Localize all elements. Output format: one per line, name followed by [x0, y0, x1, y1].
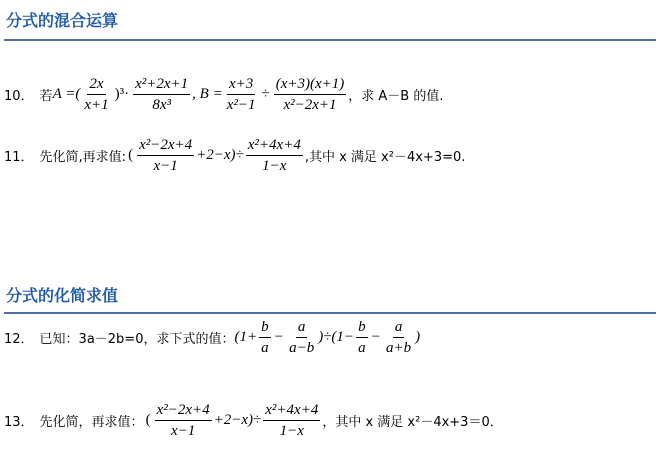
fraction — [246, 136, 303, 175]
fraction — [155, 401, 212, 440]
fraction-denominator: 1−x — [262, 158, 287, 174]
fraction-numerator: x²+4x+4 — [246, 136, 303, 156]
section-divider — [4, 312, 656, 314]
problem-tail: ,其中 x 满足 x²－4x+3=0. — [304, 150, 466, 165]
fraction-denominator: x²−2x+1 — [283, 97, 337, 113]
fraction-denominator: a — [358, 340, 366, 356]
operator: − — [371, 329, 381, 345]
fraction-numerator: 2x — [87, 75, 105, 95]
section-divider — [4, 39, 656, 41]
fraction-numerator: x²+2x+1 — [133, 75, 190, 95]
math-expression: +2−x)÷ — [196, 147, 244, 163]
math-expression: (1+ — [234, 329, 258, 345]
math-expression: A =( — [52, 86, 81, 102]
fraction-denominator: 1−x — [279, 423, 304, 439]
fraction-numerator: b — [356, 318, 368, 338]
problem-11 — [4, 136, 465, 175]
fraction — [259, 318, 271, 357]
fraction — [263, 401, 320, 440]
fraction-numerator: x²+4x+4 — [263, 401, 320, 421]
section-title-simplify-evaluate: 分式的化简求值 — [6, 286, 119, 305]
math-expression: +2−x)÷ — [213, 412, 262, 428]
fraction-denominator: a−b — [289, 340, 315, 356]
operator: ( — [128, 147, 134, 163]
fraction — [356, 318, 368, 357]
fraction — [287, 318, 316, 357]
fraction-numerator: b — [259, 318, 271, 338]
fraction-numerator: a — [296, 318, 308, 338]
fraction-numerator: x+3 — [227, 75, 255, 95]
problem-intro: 先化简,再求值: — [39, 150, 127, 165]
fraction — [133, 75, 190, 114]
problem-number: 13． — [4, 415, 34, 430]
fraction — [225, 75, 258, 114]
fraction — [137, 136, 194, 175]
problem-number: 11． — [4, 150, 34, 165]
problem-tail: ，其中 x 满足 x²－4x+3＝0． — [322, 415, 503, 430]
operator: ( — [145, 412, 151, 428]
fraction-denominator: x²−1 — [226, 97, 256, 113]
problem-tail: ，求 A－B 的值. — [348, 89, 444, 104]
fraction — [384, 318, 413, 357]
fraction-denominator: a+b — [386, 340, 412, 356]
problem-intro: 若 — [39, 89, 53, 104]
math-expression: , B = — [192, 86, 223, 102]
math-expression: )÷(1− — [318, 329, 355, 345]
operator: − — [274, 329, 284, 345]
section-title-mixed-operations: 分式的混合运算 — [6, 11, 119, 30]
fraction-denominator: x+1 — [84, 97, 109, 113]
fraction-numerator: x²−2x+4 — [137, 136, 194, 156]
problem-10 — [4, 75, 444, 114]
problem-intro: 已知：3a－2b=0，求下式的值： — [39, 332, 235, 347]
fraction-numerator: (x+3)(x+1) — [274, 75, 347, 95]
problem-number: 12． — [4, 332, 34, 347]
operator: ÷ — [261, 86, 270, 102]
fraction — [274, 75, 347, 114]
problem-13 — [4, 401, 503, 440]
fraction-denominator: a — [261, 340, 269, 356]
problem-number: 10． — [4, 89, 34, 104]
fraction-denominator: x−1 — [153, 158, 178, 174]
fraction-denominator: 8x³ — [152, 97, 171, 113]
problem-12 — [4, 318, 420, 357]
math-expression: ) — [415, 329, 421, 345]
problem-intro: 先化简，再求值： — [39, 415, 144, 430]
fraction-numerator: a — [393, 318, 405, 338]
fraction — [82, 75, 110, 114]
fraction-denominator: x−1 — [170, 423, 196, 439]
fraction-numerator: x²−2x+4 — [155, 401, 212, 421]
operator: )³· — [114, 86, 130, 102]
